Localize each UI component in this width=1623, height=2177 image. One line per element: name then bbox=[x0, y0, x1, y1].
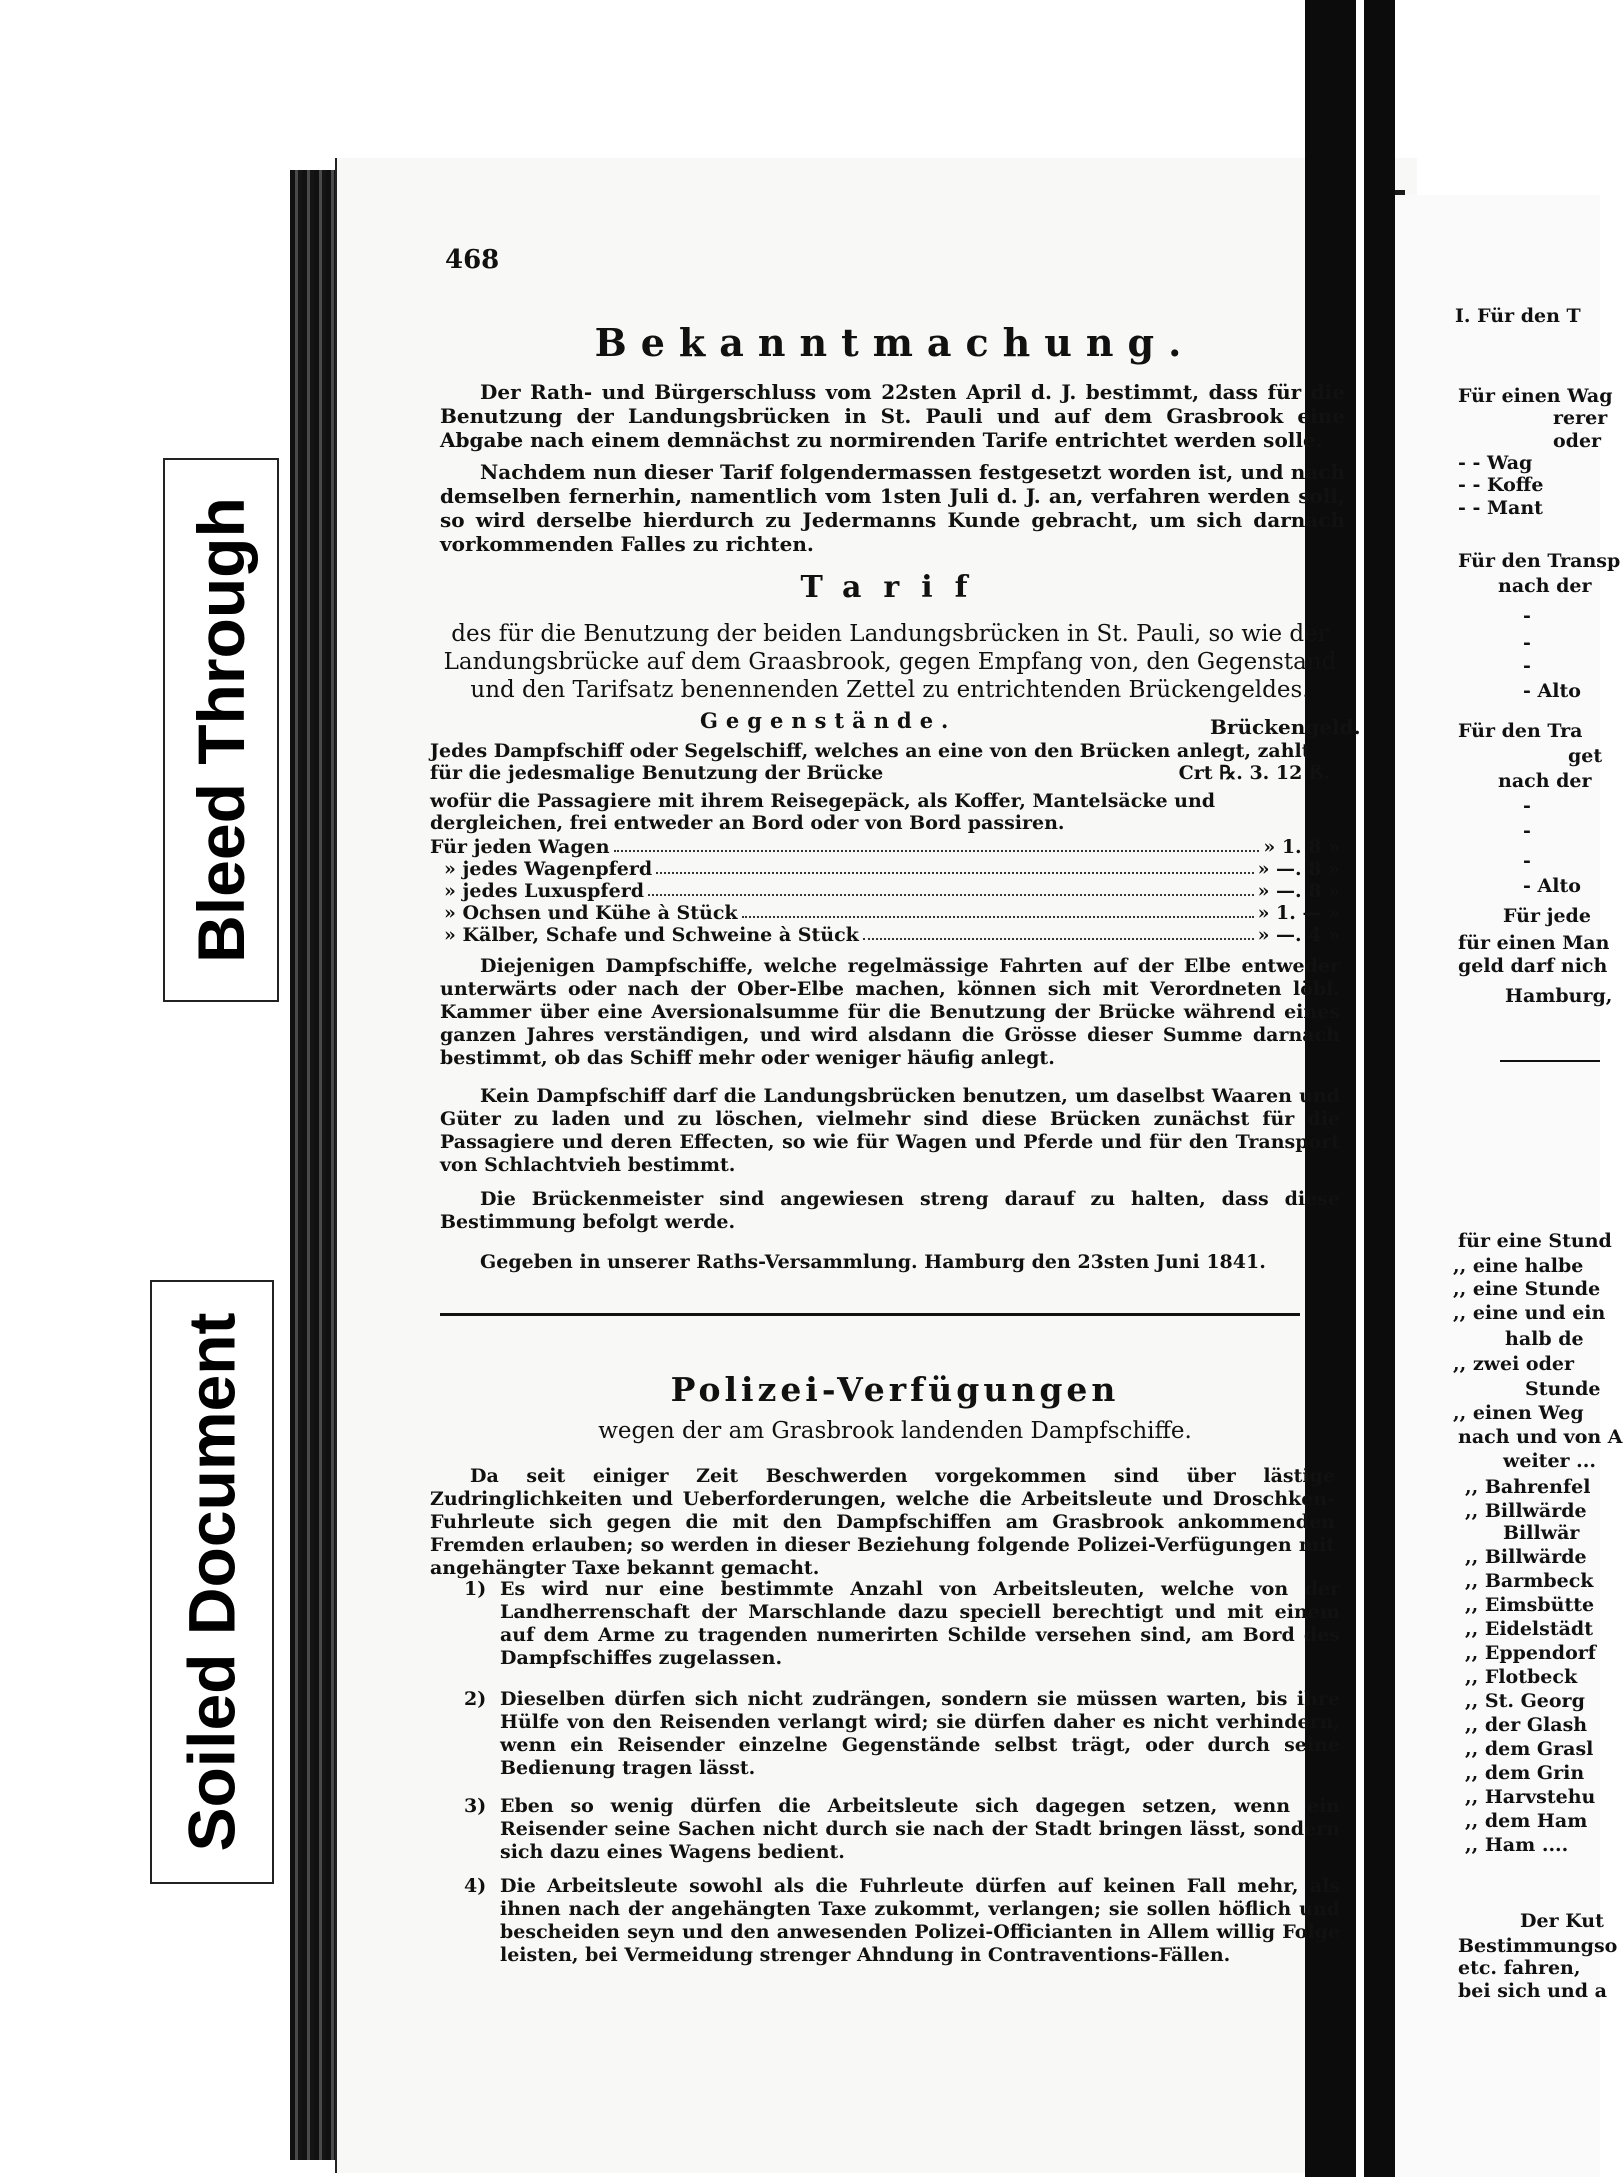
table-row-amount: » —. 8 » bbox=[1257, 880, 1340, 902]
police-item-text: Die Arbeitsleute sowohl als die Fuhrleute dürfen auf keinen Fall mehr, als ihnen nach der angehängten Taxe zukommt, verlangen; sie sollen höflich und bescheiden seyn und den anwesenden Polizei-Officianten in Allem willig Folge leisten, bei Vermeidung strenger Ahndung in Contraventions-Fällen. bbox=[500, 1875, 1340, 1966]
right-page-text-line: nach der bbox=[1498, 770, 1592, 792]
right-page-text-line: Hamburg, bbox=[1505, 985, 1613, 1007]
table-row-label: wofür die Passagiere mit ihrem Reisegepäck, als Koffer, Mantelsäcke und dergleichen, frei entweder an Bord oder von Bord passiren. bbox=[430, 790, 1216, 834]
right-page-text-line: Für jede bbox=[1503, 905, 1591, 927]
police-item-text: Dieselben dürfen sich nicht zudrängen, sondern sie müssen warten, bis ihre Hülfe von den Reisenden verlangt wird; sie dürfen daher es nicht verhindern, wenn ein Reisender einzelne Gegenstände selbst trägt, oder durch seine Bedienung tragen lässt. bbox=[500, 1688, 1340, 1779]
right-page-text-line: für eine Stund bbox=[1458, 1230, 1612, 1252]
after-table-paragraph-1: Diejenigen Dampfschiffe, welche regelmässige Fahrten auf der Elbe entweder unterwärts oder nach der Ober-Elbe machen, können sich mit Verordneten löbl. Kammer über eine Aversionalsumme für die Benutzung der Brücke während eines ganzen Jahres verständigen, und wird alsdann die Grösse dieser Summe darnach bestimmt, ob das Schiff mehr oder weniger häufig anlegt. bbox=[440, 955, 1340, 1069]
given-line: Gegeben in unserer Raths-Versammlung. Hamburg den 23sten Juni 1841. bbox=[480, 1251, 1266, 1273]
table-row-amount: » 1. — » bbox=[1257, 902, 1340, 924]
section-subtitle: wegen der am Grasbrook landenden Dampfschiffe. bbox=[598, 1418, 1192, 1444]
table-row bbox=[430, 790, 1310, 834]
right-page-text-line: oder bbox=[1553, 430, 1602, 452]
right-page-text-line: ,, Harvstehu bbox=[1465, 1786, 1596, 1808]
police-item bbox=[464, 1795, 1340, 1864]
right-page-text-line: Für den Transp bbox=[1458, 550, 1621, 572]
tarif-description: des für die Benutzung der beiden Landungsbrücken in St. Pauli, so wie der Landungsbrücke auf dem Graasbrook, gegen Empfang von, den Gegenstand und den Tarifsatz benennenden Zettel zu entrichtenden Brückengeldes. bbox=[443, 621, 1337, 703]
section-divider bbox=[440, 1313, 1300, 1316]
right-page-text-line: ,, Eimsbütte bbox=[1465, 1594, 1595, 1616]
police-item-number: 4) bbox=[464, 1875, 487, 1897]
police-item-text: Eben so wenig dürfen die Arbeitsleute sich dagegen setzen, wenn ein Reisender seine Sachen nicht durch sie nach der Stadt bringen lässt, sondern sich dazu eines Wagens bedient. bbox=[500, 1795, 1340, 1863]
right-page-text-line: ,, eine Stunde bbox=[1453, 1278, 1601, 1300]
soiled-document-label: Soiled Document bbox=[175, 1312, 249, 1852]
intro-paragraph-1: Der Rath- und Bürgerschluss vom 22sten April d. J. bestimmt, dass für die Benutzung der Landungsbrücken in St. Pauli und auf dem Grasbrook eine Abgabe nach einem demnächst zu normirenden Tarife entrichtet werden solle. bbox=[440, 380, 1345, 452]
right-page-text-line: nach und von A bbox=[1458, 1426, 1623, 1448]
right-page-text-line: Der Kut bbox=[1520, 1910, 1604, 1932]
right-page-text-line: bei sich und a bbox=[1458, 1980, 1607, 2002]
after-table-paragraph-2: Kein Dampfschiff darf die Landungsbrücken benutzen, um daselbst Waaren und Güter zu laden und zu löschen, vielmehr sind diese Brücken zunächst für die Passagiere und deren Effecten, so wie für Wagen und Pferde und für den Transport von Schlachtvieh bestimmt. bbox=[440, 1085, 1340, 1176]
right-page-text-line: Bestimmungso bbox=[1458, 1935, 1618, 1957]
right-page-text-line: ,, Ham .... bbox=[1465, 1834, 1569, 1856]
police-item-number: 2) bbox=[464, 1688, 487, 1710]
leader-dots bbox=[614, 836, 1260, 852]
table-row-label: Jedes Dampfschiff oder Segelschiff, welches an eine von den Brücken anlegt, zahlt für die jedesmalige Benutzung der Brücke bbox=[430, 740, 1311, 784]
table-row-amount: Crt ℞. 3. 12 ß. bbox=[1178, 762, 1330, 784]
police-item-text: Es wird nur eine bestimmte Anzahl von Arbeitsleuten, welche von der Landherrenschaft der Marschlande dazu speciell berechtigt und mit einem auf dem Arme zu tragenden numerirten Schilde versehen sind, am Bord des Dampfschiffes zugelassen. bbox=[500, 1578, 1340, 1669]
right-page-text-line: - bbox=[1523, 605, 1531, 627]
right-page-text-line: Für einen Wag bbox=[1458, 385, 1613, 407]
page-title: Bekanntmachung. bbox=[594, 320, 1196, 365]
table-row-amount: » —. 4 » bbox=[1257, 924, 1340, 946]
right-page-text-line: ,, zwei oder bbox=[1453, 1353, 1574, 1375]
right-page-text-line: ,, dem Grasl bbox=[1465, 1738, 1594, 1760]
right-page-text-line: Billwär bbox=[1503, 1522, 1580, 1544]
right-page-text-line: Für den Tra bbox=[1458, 720, 1583, 742]
police-item-number: 3) bbox=[464, 1795, 487, 1817]
police-item bbox=[464, 1578, 1340, 1670]
right-page-text-line: - bbox=[1523, 850, 1531, 872]
right-page-text-line: ,, dem Ham bbox=[1465, 1810, 1588, 1832]
table-header-right: Brückengeld. bbox=[1210, 715, 1361, 739]
police-item-number: 1) bbox=[464, 1578, 487, 1600]
right-page-text-line: - - Mant bbox=[1458, 497, 1543, 519]
right-page-text-line: ,, der Glash bbox=[1465, 1714, 1588, 1736]
right-page-text-line: - - Wag bbox=[1458, 452, 1533, 474]
bleed-through-tag bbox=[163, 458, 279, 1002]
leader-dots bbox=[742, 902, 1254, 918]
intro-paragraph-2: Nachdem nun dieser Tarif folgendermassen festgesetzt worden ist, und nach demselben fernerhin, namentlich vom 1sten Juli d. J. an, verfahren werden soll, so wird derselbe hierdurch zu Jedermanns Kunde gebracht, um sich darnach vorkommenden Falles zu richten. bbox=[440, 460, 1345, 556]
table-row-label: Für jeden Wagen bbox=[430, 836, 610, 858]
table-row bbox=[430, 902, 1340, 924]
table-row-label: » jedes Wagenpferd bbox=[444, 858, 653, 880]
leader-dots bbox=[863, 924, 1254, 940]
soiled-document-tag bbox=[150, 1280, 274, 1884]
right-page-text-line: ,, Eppendorf bbox=[1465, 1642, 1596, 1664]
table-row bbox=[430, 836, 1340, 858]
bleed-through-label: Bleed Through bbox=[184, 497, 258, 963]
right-page-divider bbox=[1500, 1060, 1600, 1062]
police-item bbox=[464, 1688, 1340, 1780]
section-title: Polizei-Verfügungen bbox=[670, 1370, 1120, 1409]
right-page-text-line: ,, eine und ein bbox=[1453, 1302, 1606, 1324]
page-number: 468 bbox=[445, 245, 500, 275]
right-page-text-line: ,, St. Georg bbox=[1465, 1690, 1585, 1712]
after-table-paragraph-3: Die Brückenmeister sind angewiesen streng darauf zu halten, dass diese Bestimmung befolgt werde. bbox=[440, 1188, 1340, 1233]
right-page-text-line: ,, eine halbe bbox=[1453, 1255, 1584, 1277]
right-page-text-line: - bbox=[1523, 655, 1531, 677]
right-page-text-line: ,, Billwärde bbox=[1465, 1500, 1587, 1522]
table-row-amount: » 1. 8 » bbox=[1263, 836, 1340, 858]
police-item bbox=[464, 1875, 1340, 1967]
right-page-text-line: ,, Billwärde bbox=[1465, 1546, 1587, 1568]
right-page-text-line: I. Für den T bbox=[1455, 305, 1581, 327]
right-page-text-line: - Alto bbox=[1523, 875, 1581, 897]
police-intro: Da seit einiger Zeit Beschwerden vorgekommen sind über lästige Zudringlichkeiten und Ueberforderungen, welche die Arbeitsleute und Droschken-Fuhrleute sich gegen die mit den Dampfschiffen am Grasbrook ankommenden Fremden erlauben; so werden in dieser Beziehung folgende Polizei-Verfügungen mit angehängter Taxe bekannt gemacht. bbox=[430, 1465, 1335, 1579]
right-page-text-line: get bbox=[1568, 745, 1603, 767]
right-page-text-line: geld darf nich bbox=[1458, 955, 1608, 977]
right-page-text-line: weiter ... bbox=[1503, 1450, 1596, 1472]
right-page-text-line: - bbox=[1523, 632, 1531, 654]
leader-dots bbox=[656, 858, 1253, 874]
right-page-text-line: ,, Eidelstädt bbox=[1465, 1618, 1593, 1640]
right-page-text-line: - - Koffe bbox=[1458, 474, 1544, 496]
right-page-text-line: ,, Bahrenfel bbox=[1465, 1476, 1591, 1498]
right-page-text-line: - bbox=[1523, 795, 1531, 817]
right-page-text-line: ,, Barmbeck bbox=[1465, 1570, 1594, 1592]
table-row-label: » Ochsen und Kühe à Stück bbox=[444, 902, 738, 924]
right-page-text-line: ,, einen Weg bbox=[1453, 1402, 1584, 1424]
table-row bbox=[430, 880, 1340, 902]
right-page-text-line: etc. fahren, bbox=[1458, 1957, 1581, 1979]
right-page-text-line: Stunde bbox=[1525, 1378, 1601, 1400]
table-row bbox=[430, 858, 1340, 880]
table-row-amount: » —. 8 » bbox=[1257, 858, 1340, 880]
table-row-label: » Kälber, Schafe und Schweine à Stück bbox=[444, 924, 859, 946]
right-page-text-line: für einen Man bbox=[1458, 932, 1610, 954]
table-row bbox=[430, 740, 1330, 784]
table-row-label: » jedes Luxuspferd bbox=[444, 880, 644, 902]
leader-dots bbox=[648, 880, 1254, 896]
right-page-text-line: - bbox=[1523, 820, 1531, 842]
right-page-text-line: ,, dem Grin bbox=[1465, 1762, 1585, 1784]
right-page-text-line: halb de bbox=[1505, 1328, 1584, 1350]
table-row bbox=[430, 924, 1340, 946]
right-page-text-line: ,, Flotbeck bbox=[1465, 1666, 1578, 1688]
right-page-text-line: rerer bbox=[1553, 407, 1608, 429]
tarif-title: Tarif bbox=[800, 570, 990, 605]
right-page-text-line: nach der bbox=[1498, 575, 1592, 597]
right-page-text-line: - Alto bbox=[1523, 680, 1581, 702]
table-header-left: Gegenstände. bbox=[700, 708, 957, 733]
